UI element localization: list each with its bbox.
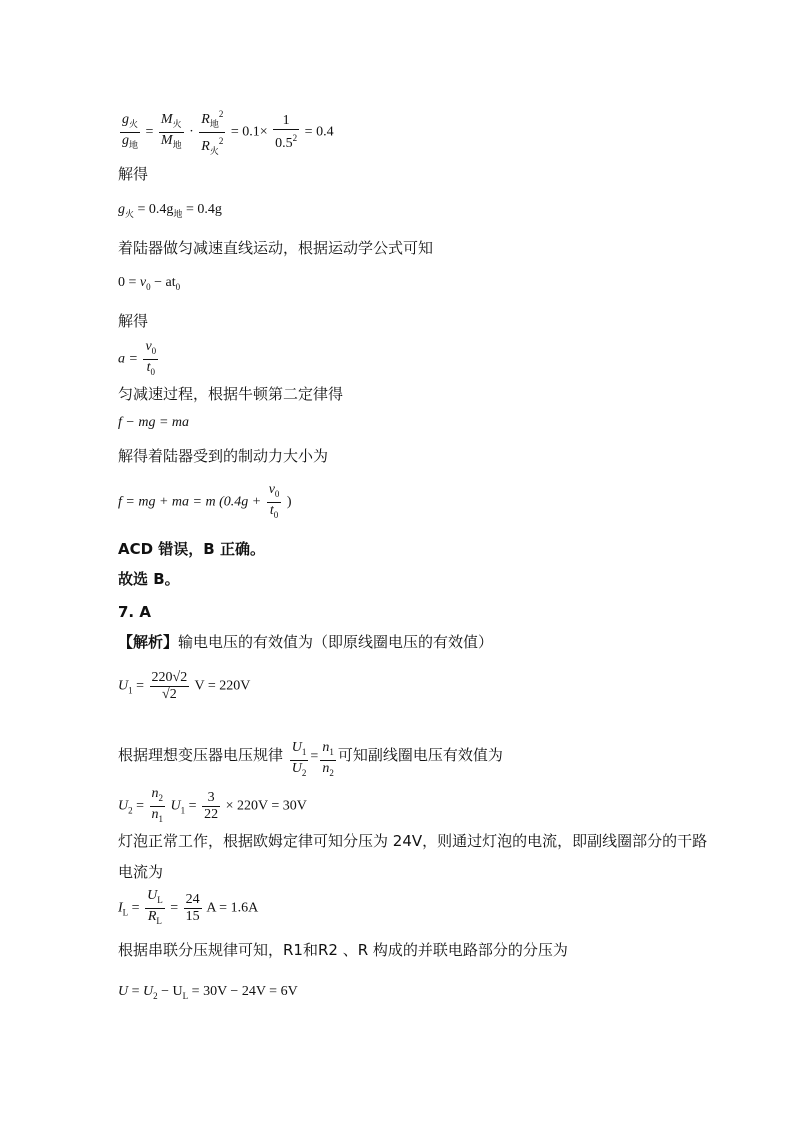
frac-sqrt: $\frac{220√2}{√2}$ bbox=[151, 670, 188, 702]
analysis-text: 输电电压的有效值为（即原线圈电压的有效值） bbox=[178, 633, 494, 651]
frac-u1-u2: $\frac{U_1}{U_2}$ bbox=[291, 740, 307, 778]
equation-u: $U = U_2 - U_L = 30V - 24V = 6V$ bbox=[118, 984, 298, 1001]
frac-n2-n1: $\frac{n_2}{n_1}$ bbox=[151, 786, 164, 824]
text-choose-b: 故选 B。 bbox=[118, 570, 180, 588]
text-decel: 匀减速过程，根据牛顿第二定律得 bbox=[118, 385, 344, 403]
equation-newton: f − mg = ma bbox=[118, 415, 190, 430]
frac-v0-t0-b: $\frac{v_0}{t_0}$ bbox=[268, 482, 280, 520]
equation-g-huo: $g_火 = 0.4g_地 = 0.4g$ bbox=[118, 202, 222, 219]
text-jiede-2: 解得 bbox=[118, 312, 149, 330]
transformer-line: 根据理想变压器电压规律 $\frac{U_1}{U_2}$ = $\frac{n_1}{n_2}$ 可知副线圈电压有效值为 bbox=[118, 740, 503, 781]
frac-ul-rl: $\frac{U_L}{R_L}$ bbox=[147, 888, 163, 926]
equation-a: a = $\frac{v_0}{t_0}$ bbox=[118, 339, 160, 380]
text-jiede-1: 解得 bbox=[118, 165, 149, 183]
equation-u1: $U_1$ = $\frac{220√2}{√2}$ V = 220V bbox=[118, 670, 251, 702]
frac-m-ratio: $\frac{M_火}{M_地}$ bbox=[160, 112, 182, 150]
frac-n1-n2: $\frac{n_1}{n_2}$ bbox=[322, 740, 334, 778]
equation-u2: $U_2$ = $\frac{n_2}{n_1}$ $U_1$ = $\frac{3}{22}$ × 220V = 30V bbox=[118, 786, 307, 827]
equation-brake-force: f = mg + ma = m (0.4g + $\frac{v_0}{t_0}$ ) bbox=[118, 482, 292, 523]
frac-r-ratio: $\frac{R_地^2}{R_火^2}$ bbox=[199, 106, 225, 159]
analysis-line bbox=[118, 632, 493, 652]
frac-g-ratio: $\frac{g_火}{g_地}$ bbox=[122, 112, 139, 150]
frac-v0-t0: $\frac{v_0}{t_0}$ bbox=[145, 339, 157, 377]
frac-half-squared: $\frac{1}{0.5^2}$ bbox=[275, 113, 298, 151]
text-series: 根据串联分压规律可知，R1和R2 、R 构成的并联电路部分的分压为 bbox=[118, 941, 568, 959]
question-7-label: 7. A bbox=[118, 603, 151, 621]
frac-3-22: $\frac{3}{22}$ bbox=[204, 790, 219, 822]
text-lamp-1: 灯泡正常工作，根据欧姆定律可知分压为 24V，则通过灯泡的电流，即副线圈部分的干路 bbox=[118, 832, 708, 850]
equation-il: $I_L$ = $\frac{U_L}{R_L}$ = $\frac{24}{15}$ A = 1.6A bbox=[118, 888, 258, 929]
equation-v0: $0 = v_0 - at_0$ bbox=[118, 275, 181, 292]
text-brake: 解得着陆器受到的制动力大小为 bbox=[118, 447, 329, 465]
equation-gravity-ratio: $\frac{g_火}{g_地}$ = $\frac{M_火}{M_地}$ · $\frac{R_地^2}{R_火^2}$ = 0.1× $\frac{1}{0.5^2}$ = 0.4 bbox=[118, 106, 334, 159]
text-acd-wrong: ACD 错误，B 正确。 bbox=[118, 540, 265, 558]
analysis-tag: 【解析】 bbox=[118, 633, 179, 651]
frac-24-15: $\frac{24}{15}$ bbox=[185, 892, 200, 924]
text-lander: 着陆器做匀减速直线运动，根据运动学公式可知 bbox=[118, 239, 434, 257]
text-lamp-2: 电流为 bbox=[118, 863, 164, 881]
